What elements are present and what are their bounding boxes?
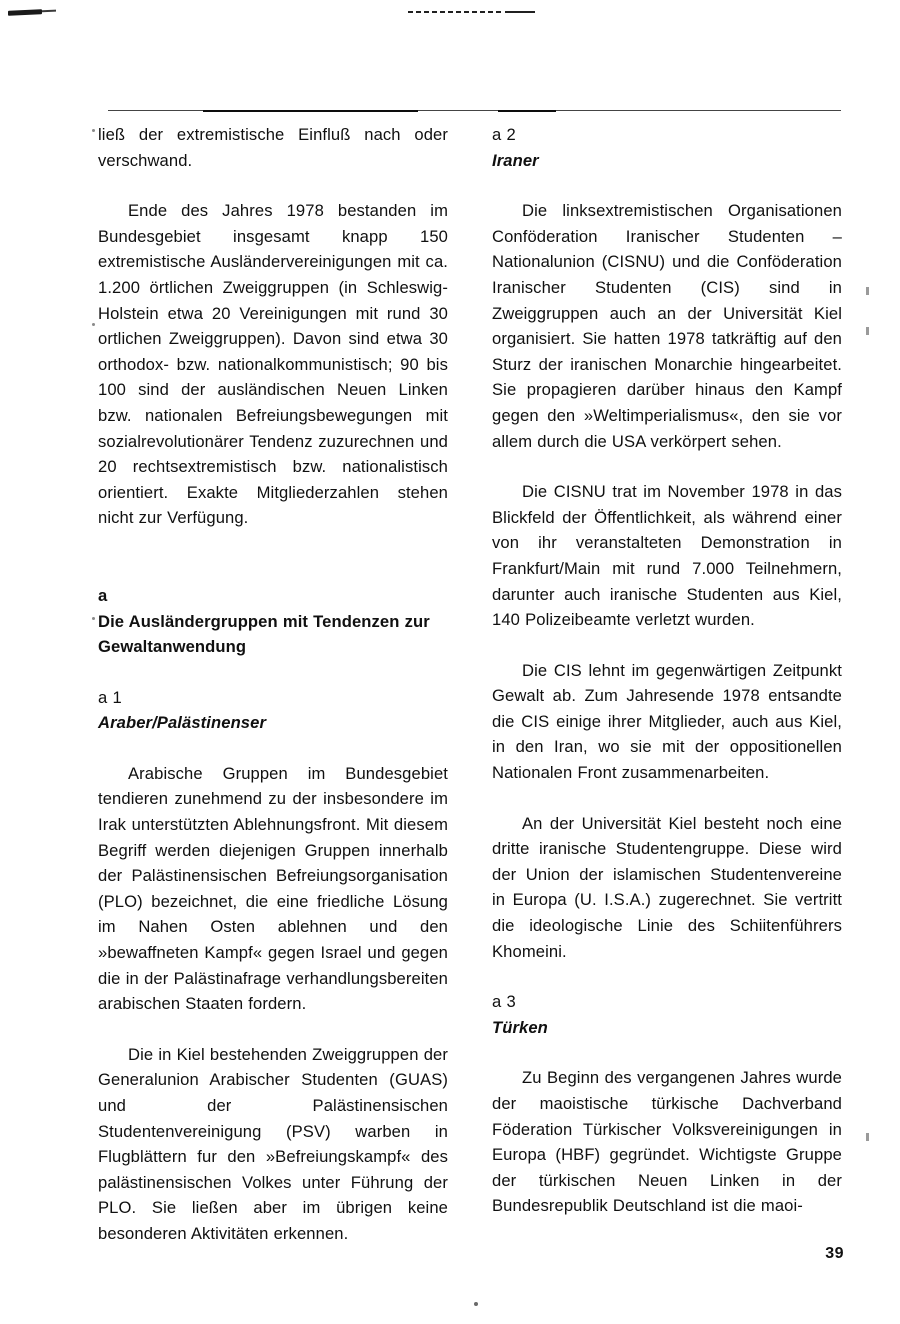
header-rule	[108, 110, 841, 111]
margin-speck	[866, 287, 869, 295]
body-paragraph: Die CIS lehnt im gegenwärtigen Zeitpunkt Gewalt ab. Zum Jahresende 1978 entsandte die CIS einige ihrer Mitglieder, auch aus Kiel, in den Iran, wo sie mit der oppositionellen Nationalen Front zusammenarbeiten.	[492, 660, 842, 783]
subsection-title: Türken	[492, 1017, 548, 1037]
margin-speck	[92, 323, 95, 326]
body-paragraph: Die CISNU trat im November 1978 in das Blickfeld der Öffentlichkeit, als während einer von ihr veranstalteten Demonstration in Frankfurt/Main mit rund 7.000 Teilnehmern, darunter auch iranische Studenten aus Kiel, 140 Polizeibeamte verletzt wurden.	[492, 482, 842, 630]
body-paragraph: Die in Kiel bestehenden Zweiggruppen der Generalunion Arabischer Studenten (GUAS) und der Palästinensischen Studentenvereinigung (PSV) warben in Flugblättern fur den »Befreiungskampf« des palästinensischen Volkes unter Führung der PLO. Sie ließen aber im übrigen keine besonderen Aktivitäten erkennen.	[98, 1044, 448, 1243]
body-paragraph: Arabische Gruppen im Bundesgebiet tendieren zunehmend zu der insbesondere im Irak unterstützten Ablehnungsfront. Mit diesem Begriff werden diejenigen Gruppen innerhalb der Palästinensischen Befreiungsorganisation (PLO) bezeichnet, die eine friedliche Lösung im Nahen Osten ablehnen und den »bewaffneten Kampf« gegen Israel und gegen die in der Palästinafrage verhandlungsbereiten arabischen Staaten fordern.	[98, 763, 448, 1014]
margin-speck	[474, 1302, 478, 1306]
block-spacer	[492, 964, 842, 989]
block-spacer	[98, 660, 448, 685]
scan-artifact-top-right	[408, 11, 504, 13]
body-paragraph: Die linksextremistischen Organisationen Conföderation Iranischer Studenten – Nationalunion (CISNU) und die Conföderation Iranischer Studenten (CIS) sind in Zweiggruppen auch an der Universität Kiel organisiert. Sie hatten 1978 tatkräftig auf den Sturz der iranischen Monarchie hingearbeitet. Sie propagieren darüber hinaus den Kampf gegen den »Weltimperialismus«, den sie vor allem durch die USA verkörpert sehen.	[492, 201, 842, 451]
margin-speck	[866, 1133, 869, 1141]
subsection-title: Iraner	[492, 150, 539, 170]
subsection-title: Araber/Palästinenser	[98, 713, 267, 733]
subsection-marker: a 2	[492, 125, 516, 144]
body-paragraph: Ende des Jahres 1978 bestanden im Bundesgebiet insgesamt knapp 150 extremistische Ausländervereinigungen mit ca. 1.200 örtlichen Zweiggruppen (in Schleswig-Holstein etwa 20 Vereinigungen mit rund 30 ortlichen Zweiggruppen). Davon sind etwa 30 orthodox- bzw. nationalkommunistisch; 90 bis 100 sind der ausländischen Neuen Linken bzw. nationalen Befreiungsbewegungen mit sozialrevolutionärer Tendenz zuzurechnen und 20 rechtsextremistisch bzw. nationalistisch orientiert. Exakte Mitgliederzahlen stehen nicht zur Verfügung.	[98, 201, 448, 528]
body-paragraph: Zu Beginn des vergangenen Jahres wurde der maoistische türkische Dachverband Föderation Türkischer Volksvereinigungen in Europa (HBF) gegründet. Wichtigste Gruppe der türkischen Neuen Linken in der Bundesrepublik Deutschland ist die maoi-	[492, 1068, 842, 1216]
margin-speck	[92, 617, 95, 620]
subsection-marker: a 1	[98, 687, 122, 707]
page-number: 39	[825, 1245, 844, 1262]
text-column-left	[98, 122, 448, 1247]
section-title: Die Ausländergruppen mit Tendenzen zur Gewaltanwendung	[98, 611, 430, 657]
scan-artifact-top-right-solid	[505, 11, 535, 13]
margin-speck	[866, 327, 869, 335]
body-paragraph: An der Universität Kiel besteht noch eine dritte iranische Studentengruppe. Diese wird der Union der islamischen Studentenvereine in Europa (U. I.S.A.) zugerechnet. Sie vertritt die ideologische Linie des Schiitenführers Khomeini.	[492, 813, 842, 961]
scan-artifact-top-left	[8, 9, 42, 15]
body-paragraph: ließ der extremistische Einfluß nach oder verschwand.	[98, 125, 448, 170]
margin-speck	[92, 129, 95, 132]
block-spacer	[98, 531, 448, 583]
section-marker: a	[98, 585, 108, 605]
text-column-right	[492, 122, 842, 1219]
subsection-marker: a 3	[492, 992, 516, 1012]
